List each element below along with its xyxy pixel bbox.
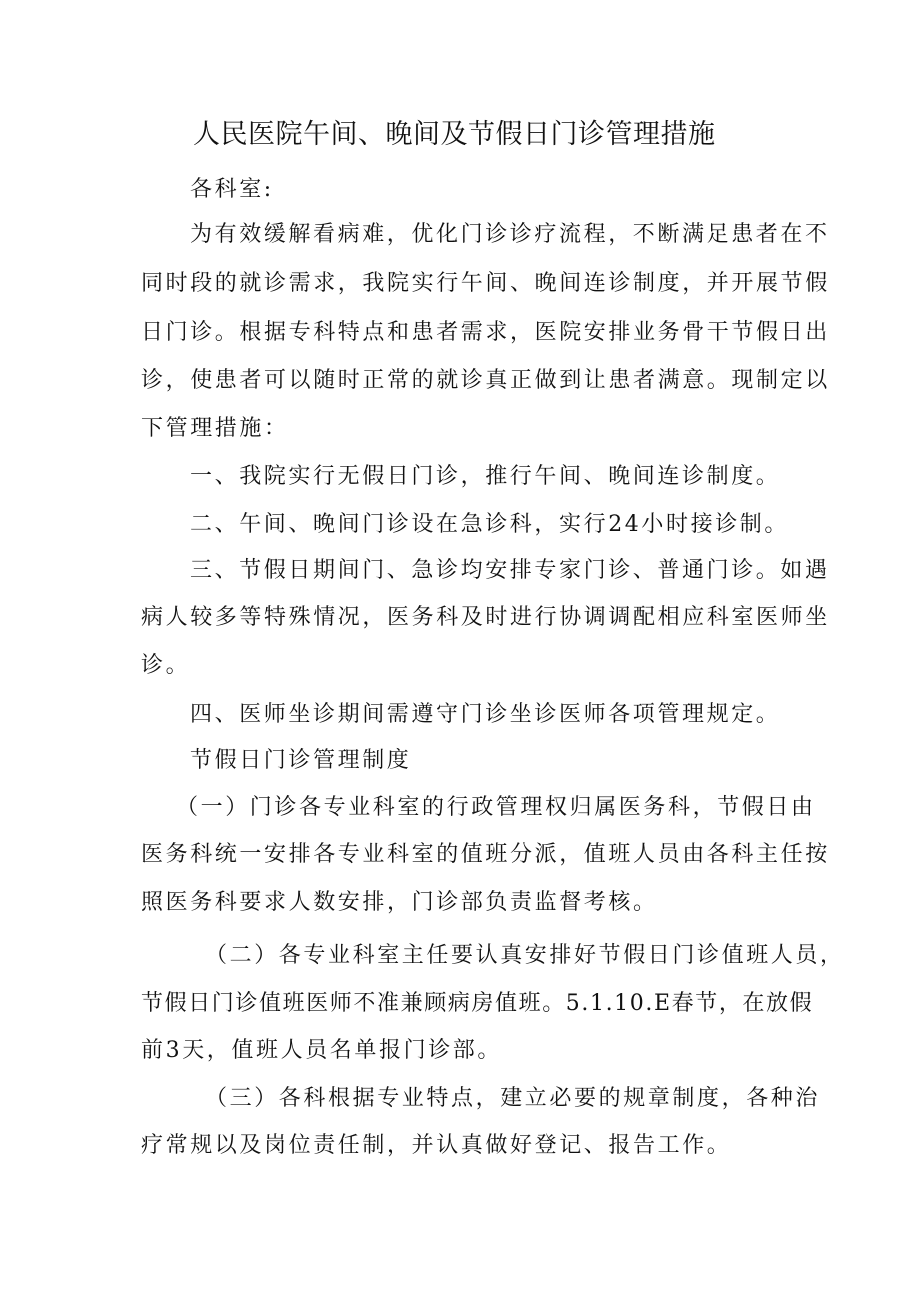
rule-3-line: 疗常规以及岗位责任制，并认真做好登记、报告工作。 bbox=[141, 1133, 732, 1158]
measure-3-line: 三、节假日期间门、急诊均安排专家门诊、普通门诊。如遇 bbox=[190, 558, 830, 583]
rule-2-line: 前3天，值班人员名单报门诊部。 bbox=[141, 1038, 502, 1063]
intro-line: 下管理措施： bbox=[141, 416, 289, 441]
salutation: 各科室: bbox=[190, 177, 274, 202]
measure-3-line: 病人较多等特殊情况，医务科及时进行协调调配相应科室医师坐 bbox=[141, 605, 830, 630]
rule-3-line: （三）各科根据专业特点，建立必要的规章制度，各种治 bbox=[205, 1086, 821, 1111]
intro-line: 日门诊。根据专科特点和患者需求，医院安排业务骨干节假日出 bbox=[141, 320, 830, 345]
measure-3-line: 诊。 bbox=[141, 653, 191, 678]
measure-1: 一、我院实行无假日门诊，推行午间、晚间连诊制度。 bbox=[190, 464, 781, 489]
measure-4: 四、医师坐诊期间需遵守门诊坐诊医师各项管理规定。 bbox=[190, 702, 781, 727]
rule-1-line: 医务科统一安排各专业科室的值班分派，值班人员由各科主任按 bbox=[141, 842, 830, 867]
intro-line: 诊，使患者可以随时正常的就诊真正做到让患者满意。现制定以 bbox=[141, 368, 830, 393]
rule-2-line: 节假日门诊值班医师不准兼顾病房值班。5.1.10.E春节，在放假 bbox=[141, 991, 814, 1016]
intro-line: 为有效缓解看病难，优化门诊诊疗流程，不断满足患者在不 bbox=[190, 222, 830, 247]
rule-2-line: （二）各专业科室主任要认真安排好节假日门诊值班人员， bbox=[205, 943, 845, 968]
measure-2: 二、午间、晚间门诊设在急诊科，实行24小时接诊制。 bbox=[190, 512, 789, 537]
section-heading: 节假日门诊管理制度 bbox=[190, 748, 412, 773]
rule-1-line: （一）门诊各专业科室的行政管理权归属医务科，节假日由 bbox=[176, 795, 816, 820]
rule-1-line: 照医务科要求人数安排，门诊部负责监督考核。 bbox=[141, 890, 658, 915]
document-title: 人民医院午间、晚间及节假日门诊管理措施 bbox=[193, 119, 716, 150]
intro-line: 同时段的就诊需求，我院实行午间、晚间连诊制度，并开展节假 bbox=[141, 271, 830, 296]
